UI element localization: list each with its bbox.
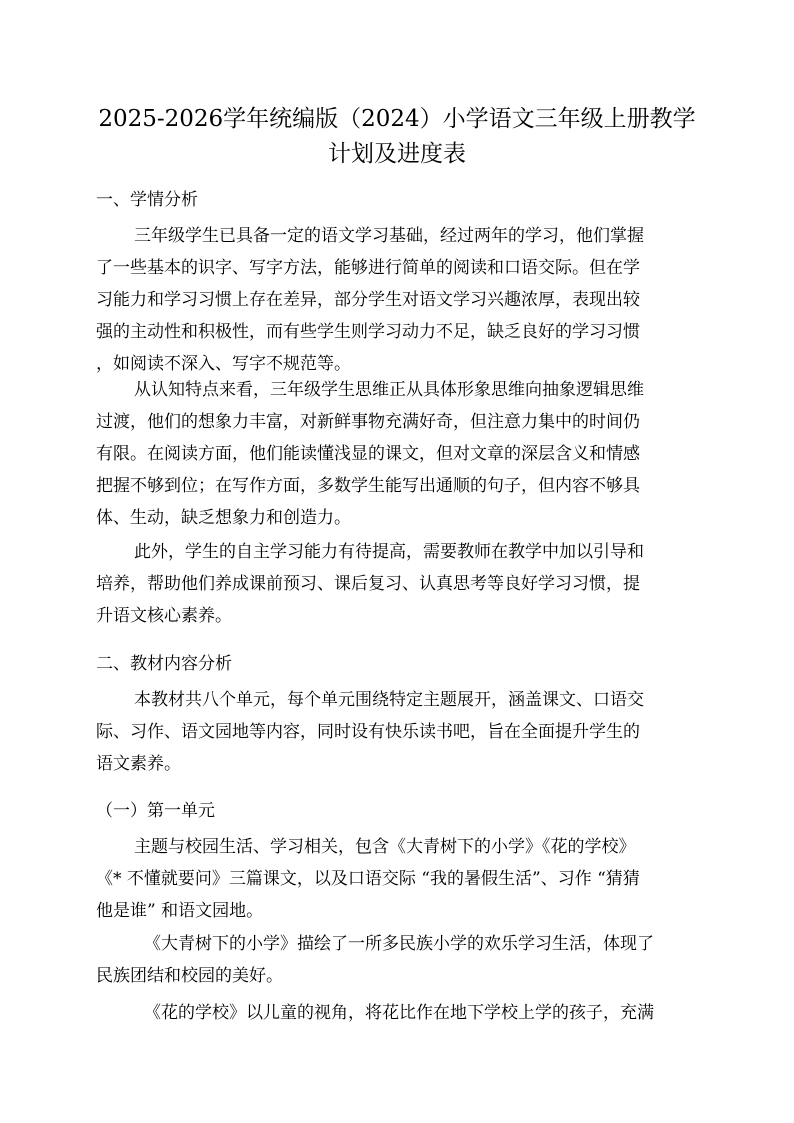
paragraph — [96, 536, 708, 632]
text-line: 把握不够到位；在写作方面，多数学生能写出通顺的句子，但内容不够具 — [96, 476, 640, 496]
paragraph — [96, 831, 708, 927]
section-heading-learning-analysis: 一、学情分析 — [96, 190, 198, 210]
paragraph — [96, 997, 708, 1029]
text-line: ，如阅读不深入、写字不规范等。 — [96, 354, 351, 374]
text-line: 际、习作、语文园地等内容，同时设有快乐读书吧，旨在全面提升学生的 — [96, 722, 640, 742]
text-line: 本教材共八个单元，每个单元围绕特定主题展开，涵盖课文、口语交 — [134, 690, 644, 710]
paragraph — [96, 928, 708, 992]
text-line: 《大青树下的小学》描绘了一所多民族小学的欢乐学习生活，体现了 — [144, 934, 654, 954]
text-line: 《花的学校》以儿童的视角，将花比作在地下学校上学的孩子，充满 — [144, 1003, 654, 1023]
text-line: 了一些基本的识字、写字方法，能够进行简单的阅读和口语交际。但在学 — [96, 258, 640, 278]
text-line: 培养，帮助他们养成课前预习、课后复习、认真思考等良好学习习惯，提 — [96, 574, 640, 594]
text-line: 有限。在阅读方面，他们能读懂浅显的课文，但对文章的深层含义和情感 — [96, 444, 640, 464]
text-line: 过渡，他们的想象力丰富，对新鲜事物充满好奇，但注意力集中的时间仍 — [96, 412, 640, 432]
paragraph — [96, 374, 708, 534]
text-line: 三年级学生已具备一定的语文学习基础，经过两年的学习，他们掌握 — [134, 226, 644, 246]
paragraph — [96, 684, 708, 780]
paragraph — [96, 220, 708, 380]
document-title-line2: 计划及进度表 — [328, 141, 466, 167]
text-line: 民族团结和校园的美好。 — [96, 966, 283, 986]
text-line: 《* 不懂就要问》三篇课文，以及口语交际 “我的暑假生活”、习作 “猜猜 — [96, 869, 640, 889]
document-title-line1: 2025-2026学年统编版（2024）小学语文三年级上册教学 — [98, 106, 696, 132]
section-heading-textbook-analysis: 二、教材内容分析 — [96, 654, 232, 674]
text-line: 习能力和学习习惯上存在差异，部分学生对语文学习兴趣浓厚，表现出较 — [96, 290, 640, 310]
subsection-heading-unit-1: （一）第一单元 — [96, 801, 215, 821]
text-line: 他是谁” 和语文园地。 — [96, 901, 264, 921]
text-line: 体、生动，缺乏想象力和创造力。 — [96, 508, 351, 528]
text-line: 强的主动性和积极性，而有些学生则学习动力不足，缺乏良好的学习习惯 — [96, 322, 640, 342]
text-line: 从认知特点来看，三年级学生思维正从具体形象思维向抽象逻辑思维 — [134, 380, 644, 400]
text-line: 语文素养。 — [96, 754, 181, 774]
text-line: 主题与校园生活、学习相关，包含《大青树下的小学》《花的学校》 — [134, 837, 636, 857]
text-line: 升语文核心素养。 — [96, 606, 232, 626]
text-line: 此外，学生的自主学习能力有待提高，需要教师在教学中加以引导和 — [134, 542, 644, 562]
